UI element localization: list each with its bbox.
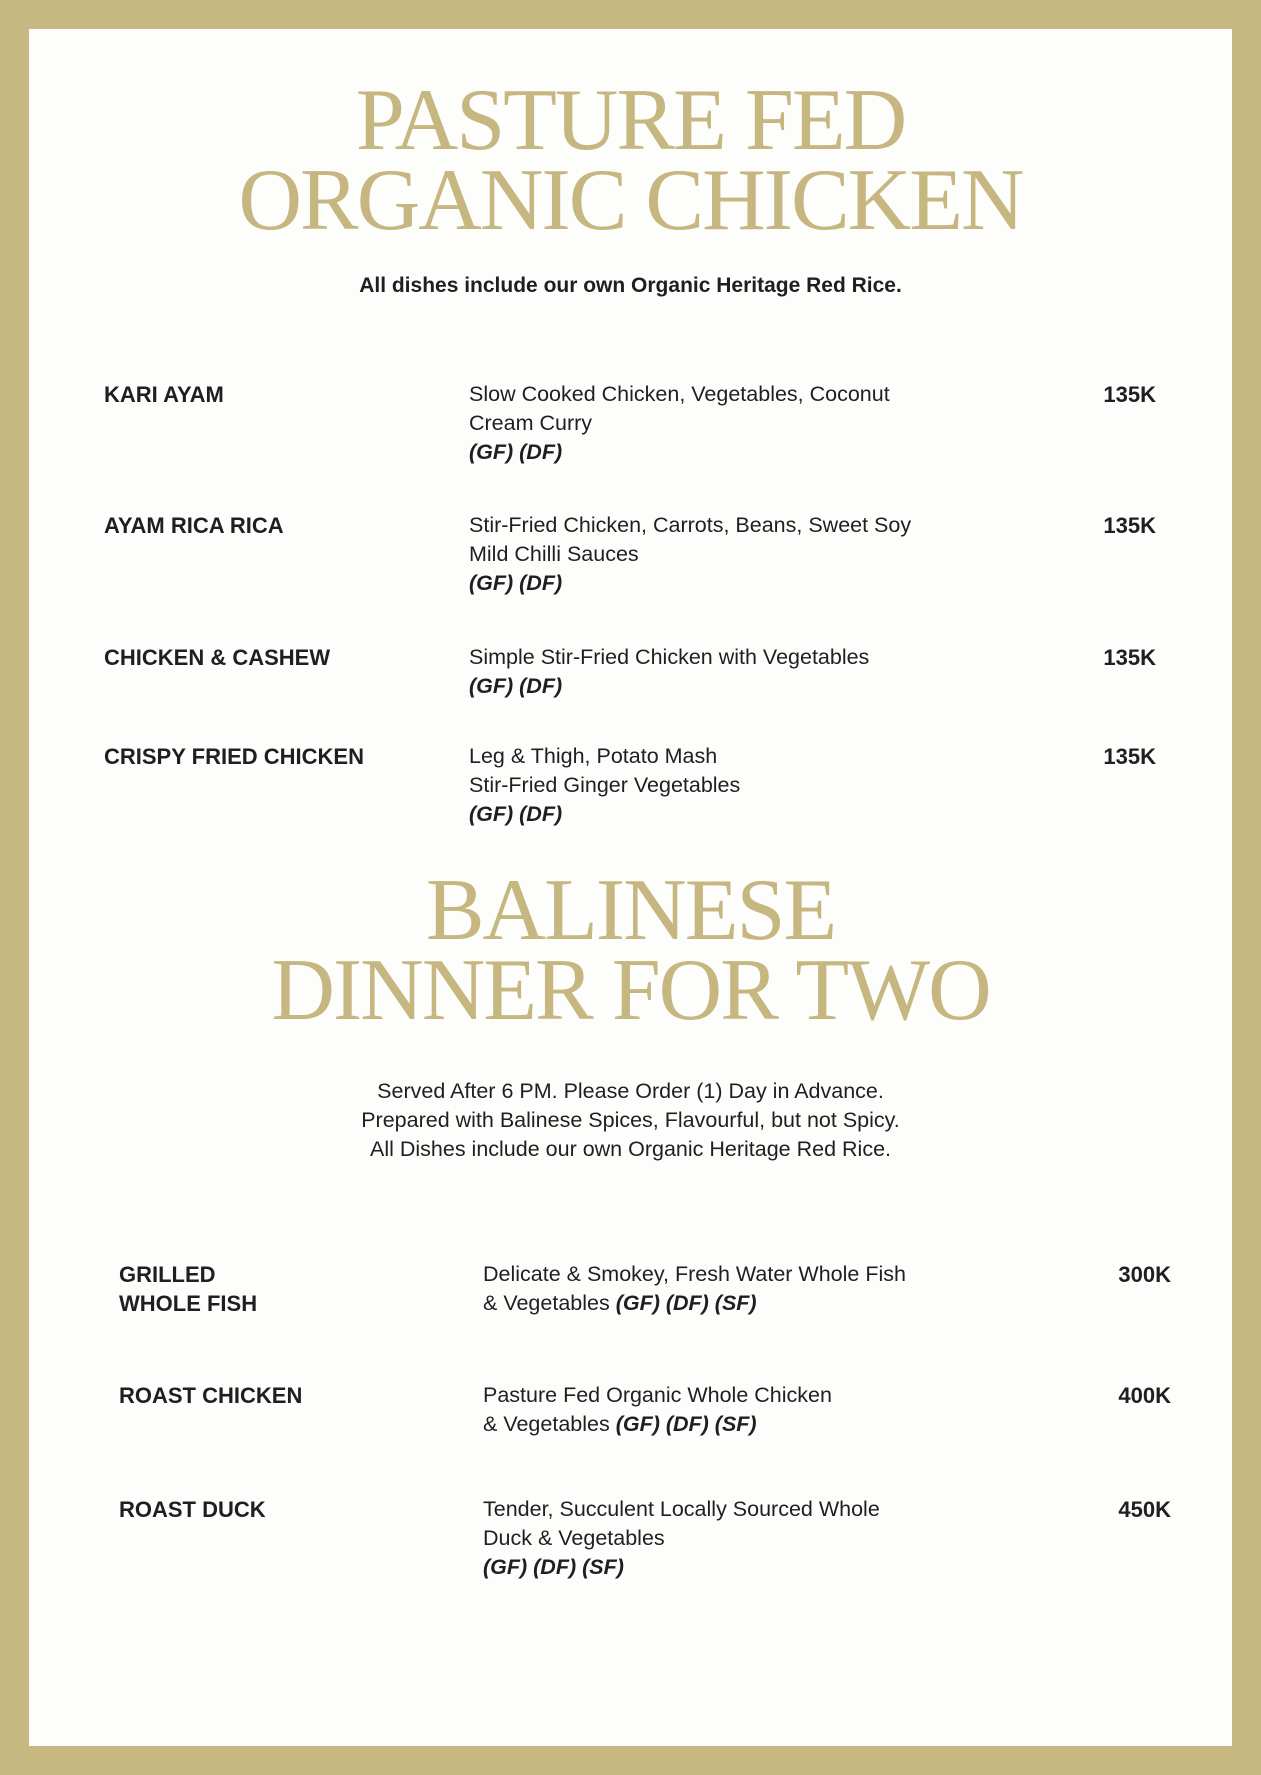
desc-line xyxy=(483,1289,906,1318)
desc-line: Simple Stir-Fried Chicken with Vegetables xyxy=(469,645,870,669)
note-line: All Dishes include our own Organic Heritage Red Rice. xyxy=(369,1137,892,1161)
desc-line: Pasture Fed Organic Whole Chicken xyxy=(483,1383,832,1407)
item-description xyxy=(469,742,740,829)
diet-tags: (GF) (DF) xyxy=(469,440,563,464)
desc-line: Mild Chilli Sauces xyxy=(469,542,639,566)
diet-tags: (GF) (DF) (SF) xyxy=(615,1412,757,1436)
diet-tags: (GF) (DF) (SF) xyxy=(615,1291,757,1315)
desc-line: Leg & Thigh, Potato Mash xyxy=(469,744,718,768)
desc-line xyxy=(483,1410,832,1439)
item-name: KARI AYAM xyxy=(104,382,224,407)
note-line: Prepared with Balinese Spices, Flavourful, but not Spicy. xyxy=(361,1108,900,1132)
note-line: Served After 6 PM. Please Order (1) Day in Advance. xyxy=(377,1079,884,1103)
item-price: 135K xyxy=(1103,645,1156,670)
diet-tags: (GF) (DF) xyxy=(469,571,563,595)
item-description xyxy=(483,1260,906,1318)
desc-line: Duck & Vegetables xyxy=(483,1526,665,1550)
section-subtitle: All dishes include our own Organic Heritage Red Rice. xyxy=(359,274,902,297)
item-description xyxy=(469,511,911,598)
desc-line: Slow Cooked Chicken, Vegetables, Coconut xyxy=(469,382,890,406)
title-line: PASTURE FED xyxy=(355,72,906,169)
menu-page xyxy=(29,29,1232,1746)
title-line: DINNER FOR TWO xyxy=(271,942,990,1039)
item-name xyxy=(119,1260,257,1318)
desc-line: Stir-Fried Chicken, Carrots, Beans, Sweet Soy xyxy=(469,513,912,537)
item-name: AYAM RICA RICA xyxy=(104,513,284,538)
desc-line: Tender, Succulent Locally Sourced Whole xyxy=(483,1497,880,1521)
name-line: WHOLE FISH xyxy=(119,1291,258,1316)
diet-tags: (GF) (DF) (SF) xyxy=(483,1555,624,1579)
title-line: BALINESE xyxy=(425,862,836,959)
desc-line: Cream Curry xyxy=(469,411,593,435)
item-description xyxy=(483,1495,880,1582)
item-price: 400K xyxy=(1118,1383,1171,1408)
item-name: ROAST CHICKEN xyxy=(119,1383,303,1408)
item-description xyxy=(469,643,869,701)
item-description xyxy=(469,380,890,467)
item-price: 135K xyxy=(1103,382,1156,407)
diet-tags: (GF) (DF) xyxy=(469,802,563,826)
item-name: ROAST DUCK xyxy=(119,1497,266,1522)
name-line: GRILLED xyxy=(119,1262,216,1287)
item-price: 135K xyxy=(1103,744,1156,769)
item-price: 135K xyxy=(1103,513,1156,538)
diet-tags: (GF) (DF) xyxy=(469,674,563,698)
section-title-organic-chicken xyxy=(29,72,1232,249)
section-title-balinese-dinner xyxy=(29,862,1232,1039)
item-name: CHICKEN & CASHEW xyxy=(104,645,331,670)
section-notes xyxy=(29,1077,1232,1164)
desc-line: Delicate & Smokey, Fresh Water Whole Fish xyxy=(483,1262,906,1286)
desc-text: & Vegetables xyxy=(483,1412,616,1436)
item-price: 300K xyxy=(1118,1262,1171,1287)
desc-text: & Vegetables xyxy=(483,1291,616,1315)
item-price: 450K xyxy=(1118,1497,1171,1522)
item-description xyxy=(483,1381,832,1439)
item-name: CRISPY FRIED CHICKEN xyxy=(104,744,364,769)
desc-line: Stir-Fried Ginger Vegetables xyxy=(469,773,741,797)
title-line: ORGANIC CHICKEN xyxy=(238,152,1023,249)
